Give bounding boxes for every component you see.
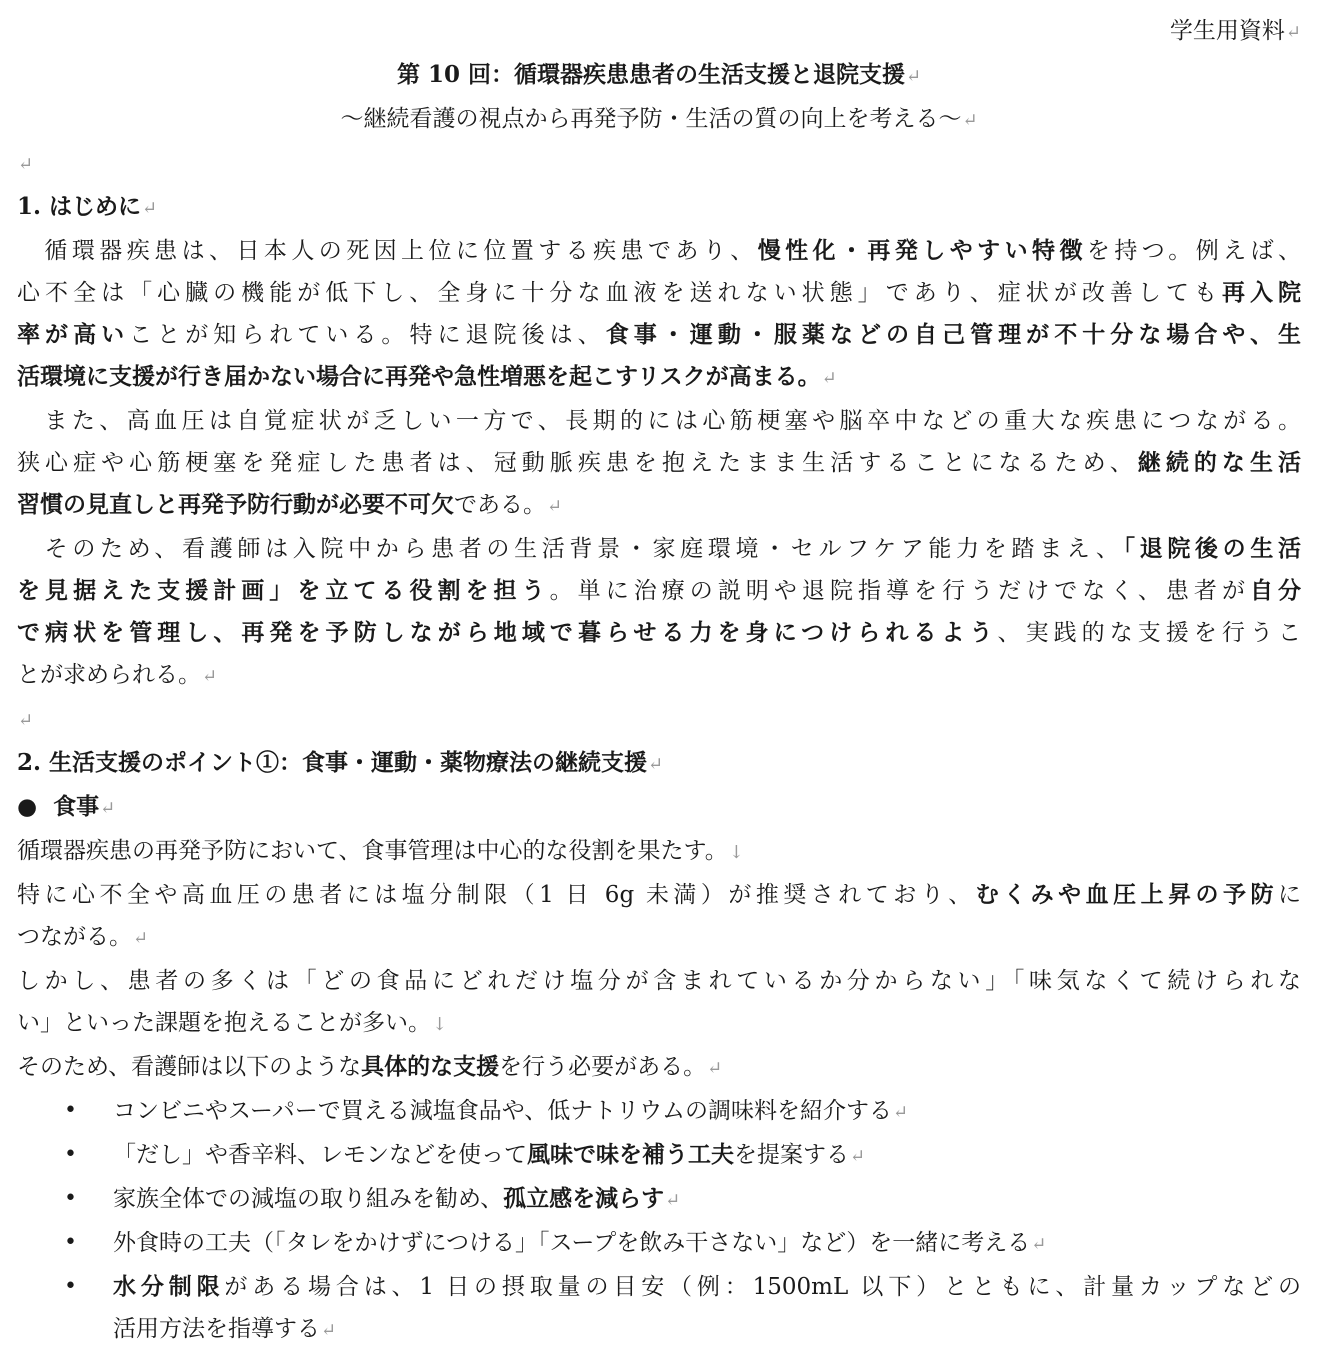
paragraph-line — [17, 272, 1301, 314]
text-run: 循環器疾患は、日本人の死因上位に位置する疾患であり、 — [17, 238, 758, 264]
text-run: 心不全は「心臓の機能が低下し、全身に十分な血液を送れない状態」であり、症状が改善しても — [17, 280, 1222, 306]
meal-line-3b — [17, 1002, 1301, 1046]
bold-text-run: を見据えた支援計画」を立てる役割を担う — [17, 577, 550, 604]
bold-text-run: 率が高い — [17, 321, 130, 348]
paragraph-mark: ↵ — [850, 1146, 866, 1167]
text-run: 狭心症や心筋梗塞を発症した患者は、冠動脈疾患を抱えたまま生活することになるため、 — [17, 450, 1138, 476]
sub-heading-meal: 食事 — [53, 793, 100, 820]
bullet-icon: • — [64, 1098, 77, 1123]
bold-text-run: 具体的な支援 — [361, 1053, 500, 1080]
paragraph-line — [17, 400, 1301, 442]
text-run: 活用方法を指導する — [113, 1316, 320, 1342]
list-item — [17, 1090, 1301, 1134]
bold-text-run: 再入院 — [1221, 279, 1301, 306]
paragraph-mark: ↵ — [905, 66, 922, 87]
document-page — [17, 10, 1301, 1352]
document-subtitle: ～継続看護の視点から再発予防・生活の質の向上を考える～ — [340, 106, 962, 132]
list-item — [17, 1178, 1301, 1222]
section-2-heading: 2. 生活支援のポイント①：食事・運動・薬物療法の継続支援 — [17, 749, 648, 776]
text-run: 特に心不全や高血圧の患者には塩分制限（1 日 6g 未満）が推奨されており、 — [17, 882, 976, 908]
paragraph-mark: ↵ — [321, 1320, 337, 1341]
text-run: そのため、看護師は以下のような — [17, 1054, 362, 1080]
text-run: を提案する — [734, 1142, 849, 1168]
meal-text-3a: しかし、患者の多くは「どの食品にどれだけ塩分が含まれているか分からない」「味気なくて続けられな — [17, 968, 1301, 994]
black-circle-bullet-icon: ● — [17, 793, 38, 820]
paragraph-line — [17, 484, 1301, 528]
sub-heading-line — [17, 786, 1301, 830]
bold-text-run: 習慣の見直しと再発予防行動が必要不可欠 — [17, 491, 454, 518]
document-title-line — [17, 54, 1301, 98]
list-item-text — [113, 1098, 908, 1124]
paragraph-mark: ↵ — [547, 496, 563, 517]
paragraph-mark: ↵ — [133, 928, 149, 949]
bold-text-run: 活環境に支援が行き届かない場合に再発や急性増悪を起こすリスクが高まる。 — [17, 363, 821, 390]
meal-line-2a — [17, 874, 1301, 916]
bullet-icon: • — [64, 1274, 77, 1299]
paragraph-line — [17, 570, 1301, 612]
meal-text-3b: い」といった課題を抱えることが多い。 — [17, 1010, 431, 1036]
list-item-text — [113, 1230, 1046, 1256]
section-1-heading-line — [17, 186, 1301, 230]
text-run: 「だし」や香辛料、レモンなどを使って — [113, 1142, 527, 1168]
meal-line-2b — [17, 916, 1301, 960]
section-2-heading-line — [17, 742, 1301, 786]
section-1-heading: 1. はじめに — [17, 193, 142, 220]
meal-text-1: 循環器疾患の再発予防において、食事管理は中心的な役割を果たす。 — [17, 838, 728, 864]
bullet-icon: • — [64, 1230, 77, 1255]
list-item-text — [113, 1186, 680, 1212]
document-title: 第 10 回：循環器疾患患者の生活支援と退院支援 — [396, 61, 905, 88]
paragraph-line — [17, 654, 1301, 698]
text-run: ことが知られている。特に退院後は、 — [129, 322, 606, 348]
paragraph-mark: ↵ — [18, 154, 34, 175]
empty-paragraph — [17, 142, 1301, 186]
list-item — [17, 1134, 1301, 1178]
list-item-text — [113, 1316, 336, 1342]
meal-text-2b: つながる。 — [17, 924, 132, 950]
header-label: 学生用資料 — [1169, 18, 1285, 44]
paragraph-line — [17, 314, 1301, 356]
paragraph-mark: ↵ — [100, 798, 116, 819]
text-run: である。 — [454, 492, 546, 518]
list-item — [17, 1266, 1301, 1308]
section-1-paragraph-1 — [17, 230, 1301, 400]
line-break-mark: ↓ — [432, 1014, 448, 1035]
list-item — [17, 1222, 1301, 1266]
bullet-icon: • — [64, 1142, 77, 1167]
bold-text-run: 慢性化・再発しやすい特徴 — [757, 237, 1087, 264]
text-run: を行う必要がある。 — [499, 1054, 707, 1080]
text-run: また、高血圧は自覚症状が乏しい一方で、長期的には心筋梗塞や脳卒中などの重大な疾患につながる。 — [17, 408, 1301, 434]
document-subtitle-line — [17, 98, 1301, 142]
list-item-text — [113, 1274, 1301, 1300]
list-item-text — [113, 1142, 865, 1168]
bold-text-run: むくみや血圧上昇の予防 — [975, 881, 1278, 908]
bullet-icon: • — [64, 1186, 77, 1211]
paragraph-mark: ↵ — [893, 1102, 909, 1123]
text-run: 。単に治療の説明や退院指導を行うだけでなく、患者が — [549, 578, 1250, 604]
bold-text-run: 食事・運動・服薬などの自己管理が不十分な場合や、生 — [605, 321, 1301, 348]
section-1-paragraph-2 — [17, 400, 1301, 528]
text-run: 、実践的な支援を行うこ — [997, 620, 1301, 646]
section-1-paragraph-3 — [17, 528, 1301, 698]
paragraph-line — [17, 528, 1301, 570]
header-label-line — [17, 10, 1301, 54]
paragraph-mark: ↵ — [142, 198, 158, 219]
paragraph-line — [17, 230, 1301, 272]
text-run: に — [1278, 882, 1301, 908]
bold-text-run: 風味で味を補う工夫 — [527, 1141, 734, 1168]
list-item-continuation — [17, 1308, 1301, 1352]
meal-line-1 — [17, 830, 1301, 874]
paragraph-mark: ↵ — [202, 666, 218, 687]
paragraph-line — [17, 612, 1301, 654]
paragraph-mark: ↵ — [821, 368, 837, 389]
paragraph-mark: ↵ — [1285, 22, 1301, 43]
meal-line-4 — [17, 1046, 1301, 1090]
paragraph-line — [17, 356, 1301, 400]
bold-text-run: 孤立感を減らす — [503, 1185, 665, 1212]
line-break-mark: ↓ — [728, 842, 744, 863]
paragraph-mark: ↵ — [1031, 1234, 1047, 1255]
paragraph-mark: ↵ — [648, 754, 664, 775]
paragraph-line — [17, 442, 1301, 484]
empty-paragraph — [17, 698, 1301, 742]
bold-text-run: 水分制限 — [113, 1273, 225, 1300]
bold-text-run: 継続的な生活 — [1137, 449, 1301, 476]
meal-line-3a — [17, 960, 1301, 1002]
paragraph-mark: ↵ — [665, 1190, 681, 1211]
bold-text-run: 自分 — [1249, 577, 1301, 604]
text-run: コンビニやスーパーで買える減塩食品や、低ナトリウムの調味料を紹介する — [113, 1098, 893, 1124]
text-run: がある場合は、1 日の摂取量の目安（例：1500mL 以下）とともに、計量カップなどの — [224, 1274, 1301, 1300]
text-run: とが求められる。 — [17, 662, 201, 688]
text-run: そのため、看護師は入院中から患者の生活背景・家庭環境・セルフケア能力を踏まえ、 — [17, 536, 1124, 562]
text-run: を持つ。例えば、 — [1086, 238, 1301, 264]
paragraph-mark: ↵ — [18, 710, 34, 731]
text-run: 家族全体での減塩の取り組みを勧め、 — [113, 1186, 504, 1212]
bold-text-run: で病状を管理し、再発を予防しながら地域で暮らせる力を身につけられるよう — [17, 619, 998, 646]
paragraph-mark: ↵ — [707, 1058, 723, 1079]
bold-text-run: 「退院後の生活 — [1123, 535, 1301, 562]
text-run: 外食時の工夫（「タレをかけずにつける」「スープを飲み干さない」など）を一緒に考える — [113, 1230, 1031, 1256]
paragraph-mark: ↵ — [962, 110, 978, 131]
